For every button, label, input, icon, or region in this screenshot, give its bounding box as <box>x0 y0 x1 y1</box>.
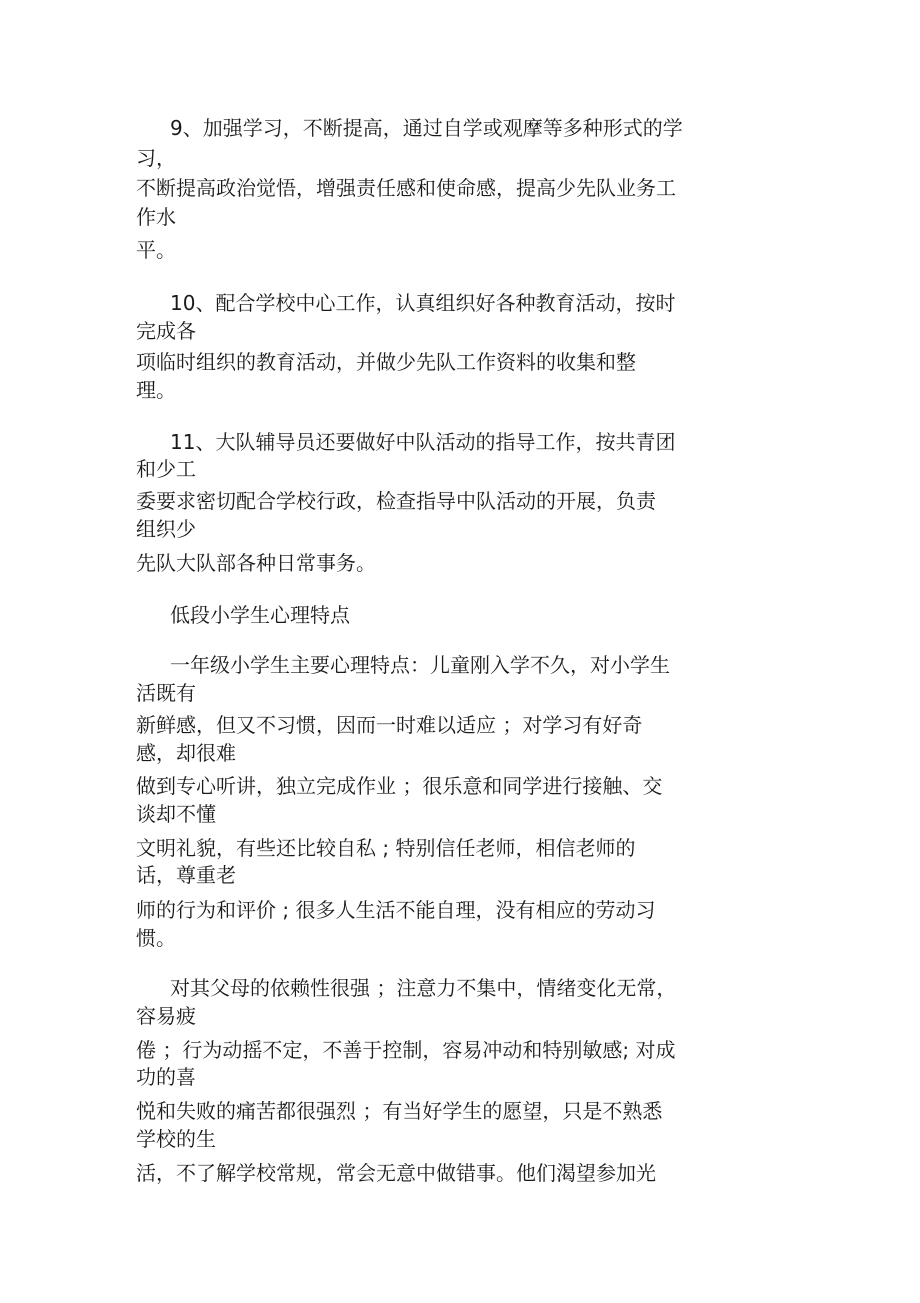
text-line: 一年级小学生主要心理特点：儿童刚入学不久，对小学生 <box>170 653 670 677</box>
text-line: 对其父母的依赖性很强 ；注意力不集中，情绪变化无常， <box>170 976 677 1000</box>
section-heading: 低段小学生心理特点 <box>170 603 350 627</box>
text-line: 先队大队部各种日常事务。 <box>136 551 376 575</box>
text-line: 作水 <box>136 205 176 229</box>
text-line: 理。 <box>136 378 176 402</box>
text-line: 平。 <box>136 238 176 262</box>
text-line: 感，却很难 <box>136 741 236 765</box>
text-line: 不断提高政治觉悟，增强责任感和使命感，提高少先队业务工 <box>136 176 676 200</box>
text-line: 活既有 <box>136 681 196 705</box>
text-line: 倦 ；行为动摇不定，不善于控制，容易冲动和特别敏感; 对成 <box>136 1038 676 1062</box>
text-line: 惯。 <box>136 926 176 950</box>
text-line: 师的行为和评价 ; 很多人生活不能自理，没有相应的劳动习 <box>136 898 656 922</box>
text-line: 11、大队辅导员还要做好中队活动的指导工作，按共青团 <box>170 430 676 454</box>
text-line: 悦和失败的痛苦都很强烈 ；有当好学生的愿望，只是不熟悉 <box>136 1099 663 1123</box>
text-line: 学校的生 <box>136 1127 216 1151</box>
text-line: 10、配合学校中心工作，认真组织好各种教育活动，按时 <box>170 291 676 315</box>
text-line: 谈却不懂 <box>136 802 216 826</box>
text-line: 和少工 <box>136 457 196 481</box>
text-line: 功的喜 <box>136 1065 196 1089</box>
text-line: 习， <box>136 146 176 170</box>
text-line: 委要求密切配合学校行政，检查指导中队活动的开展，负责 <box>136 489 656 513</box>
text-line: 容易疲 <box>136 1004 196 1028</box>
text-line: 完成各 <box>136 319 196 343</box>
text-line: 新鲜感，但又不习惯，因而一时难以适应 ；对学习有好奇 <box>136 713 643 737</box>
text-line: 9、加强学习，不断提高，通过自学或观摩等多种形式的学 <box>170 116 683 140</box>
text-line: 组织少 <box>136 517 196 541</box>
text-line: 做到专心听讲，独立完成作业 ；很乐意和同学进行接触、交 <box>136 774 663 798</box>
text-line: 项临时组织的教育活动，并做少先队工作资料的收集和整 <box>136 350 636 374</box>
text-line: 活，不了解学校常规，常会无意中做错事。他们渴望参加光 <box>136 1161 656 1185</box>
text-line: 文明礼貌，有些还比较自私 ; 特别信任老师，相信老师的 <box>136 836 636 860</box>
text-line: 话，尊重老 <box>136 863 236 887</box>
